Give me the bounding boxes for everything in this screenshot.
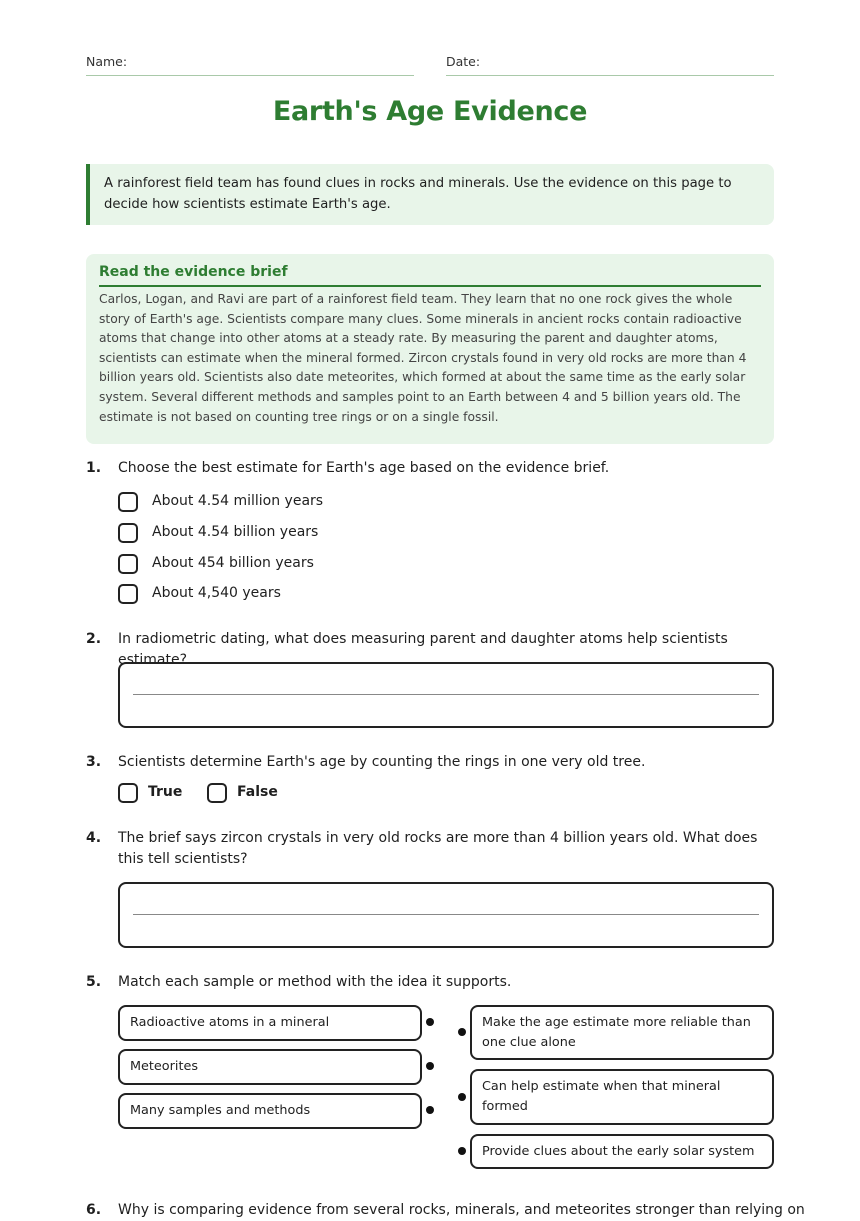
option-label: About 4.54 million years [152, 493, 324, 509]
option-label: About 4,540 years [152, 585, 281, 601]
question-number: 6. [86, 1202, 102, 1218]
match-right-item-3[interactable]: Provide clues about the early solar system [470, 1134, 774, 1169]
brief-heading: Read the evidence brief [99, 264, 761, 287]
name-field[interactable] [86, 54, 414, 76]
option-label: About 4.54 billion years [152, 524, 319, 540]
question-number: 1. [86, 460, 102, 476]
question-number: 2. [86, 631, 102, 647]
date-label: Date: [446, 54, 481, 69]
name-label: Name: [86, 54, 128, 69]
header-fields [86, 54, 774, 76]
true-label: True [148, 784, 183, 800]
match-left-item-1[interactable]: Radioactive atoms in a mineral [118, 1005, 422, 1041]
answer-line [133, 694, 759, 695]
evidence-brief [86, 254, 774, 444]
question-number: 5. [86, 974, 102, 990]
page-title: Earth's Age Evidence [272, 96, 588, 127]
match-right-dot-1[interactable] [458, 1028, 466, 1036]
option-label: About 454 billion years [152, 555, 314, 571]
question-text: In radiometric dating, what does measuring parent and daughter atoms help scientists estimate? [118, 631, 728, 668]
brief-text: Carlos, Logan, and Ravi are part of a rainforest field team. They learn that no one rock gives the whole story of Earth's age. Scientists compare many clues. Some minerals in ancient rocks contain radioactive atoms that change into other atoms at a steady rate. By measuring the parent and daughter atoms, scientists can estimate when the mineral formed. Zircon crystals found in very old rocks are more than 4 billion years old. Scientists also date meteorites, which formed at about the same time as the early solar system. Several different methods and samples point to an Earth between 4 and 5 billion years old. The estimate is not based on counting tree rings or on a single fossil. [99, 292, 747, 424]
question-text: Why is comparing evidence from several rocks, minerals, and meteorites stronger than relying on [118, 1202, 805, 1218]
question-text: The brief says zircon crystals in very old rocks are more than 4 billion years old. What does this tell scientists? [118, 830, 758, 867]
match-left-dot-1[interactable] [426, 1018, 434, 1026]
date-field[interactable] [446, 54, 774, 76]
checkbox[interactable] [118, 554, 138, 574]
intro-callout: A rainforest field team has found clues in rocks and minerals. Use the evidence on this page to decide how scientists estimate Earth's age. [86, 164, 774, 225]
match-right-item-2[interactable]: Can help estimate when that mineral formed [470, 1069, 774, 1125]
match-left-dot-2[interactable] [426, 1062, 434, 1070]
checkbox[interactable] [118, 492, 138, 512]
checkbox[interactable] [118, 523, 138, 543]
answer-line [133, 914, 759, 915]
question-text: Match each sample or method with the idea it supports. [118, 974, 512, 990]
question-number: 4. [86, 830, 102, 846]
question-text: Choose the best estimate for Earth's age based on the evidence brief. [118, 460, 610, 476]
question-number: 3. [86, 754, 102, 770]
match-right-dot-2[interactable] [458, 1093, 466, 1101]
match-left-item-3[interactable]: Many samples and methods [118, 1093, 422, 1129]
checkbox[interactable] [118, 584, 138, 604]
match-right-dot-3[interactable] [458, 1147, 466, 1155]
match-left-dot-3[interactable] [426, 1106, 434, 1114]
match-right-item-1[interactable]: Make the age estimate more reliable than one clue alone [470, 1005, 774, 1060]
q2-answer-box[interactable] [118, 662, 774, 728]
checkbox[interactable] [207, 783, 227, 803]
checkbox[interactable] [118, 783, 138, 803]
false-label: False [237, 784, 278, 800]
q4-answer-box[interactable] [118, 882, 774, 948]
question-text: Scientists determine Earth's age by counting the rings in one very old tree. [118, 754, 646, 770]
match-left-item-2[interactable]: Meteorites [118, 1049, 422, 1085]
